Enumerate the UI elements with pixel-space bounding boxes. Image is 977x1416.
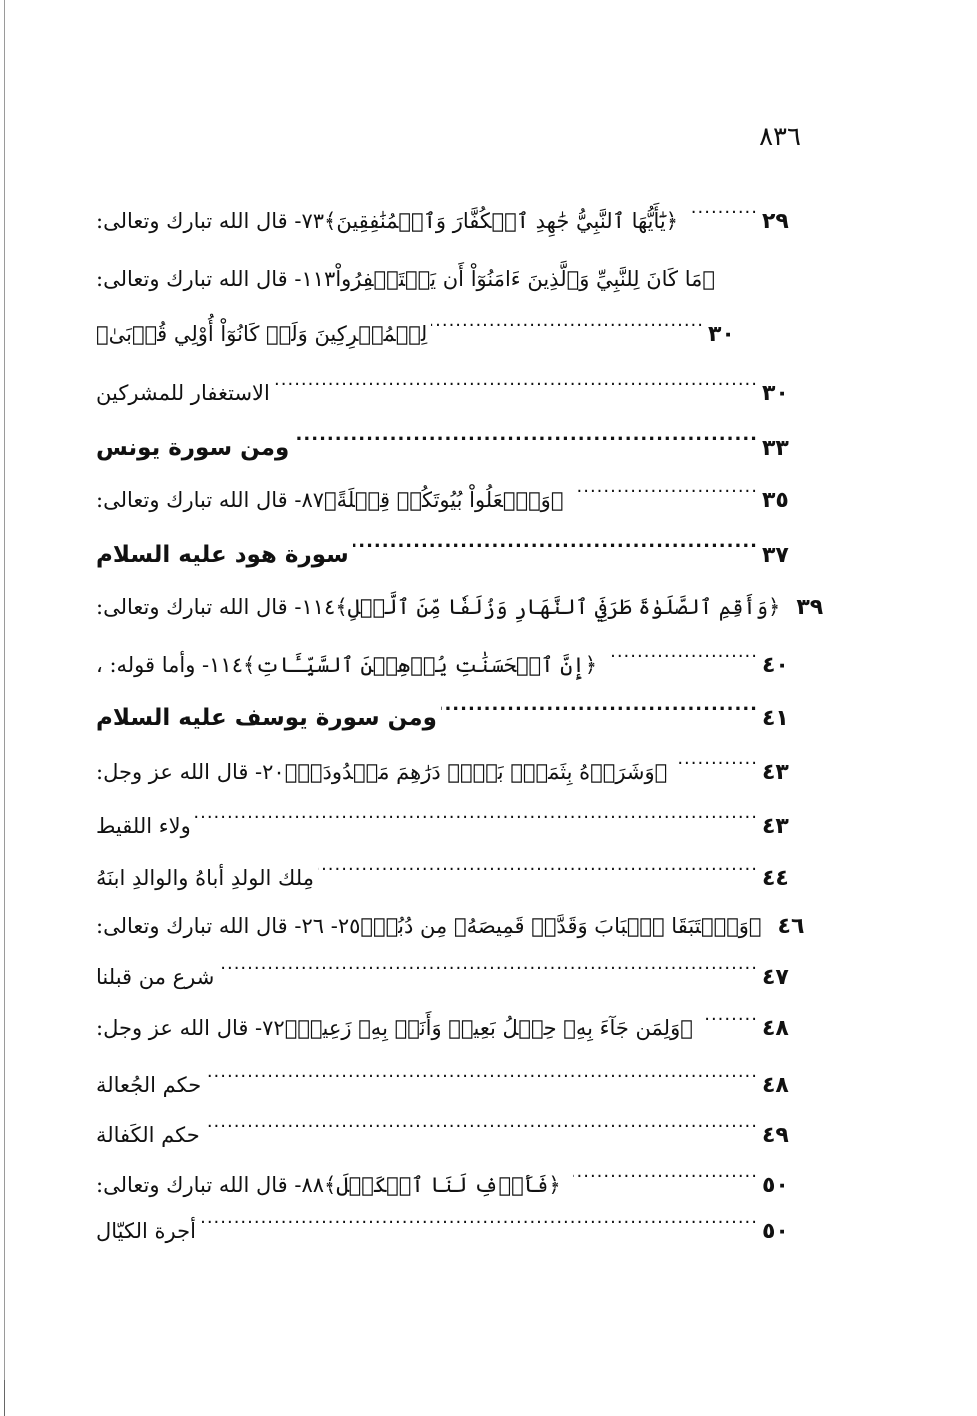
entry-page: ٣٧ [762, 543, 789, 568]
leader-dots [609, 632, 758, 672]
leader-dots [705, 995, 758, 1035]
toc-entry [96, 1102, 802, 1148]
entry-page: ٤٦ [777, 914, 805, 939]
entry-page: ٤٣ [762, 760, 789, 785]
toc-entry [96, 995, 802, 1041]
toc-entry [96, 188, 802, 234]
toc-entry [96, 944, 802, 990]
entry-text: سورة هود عليه السلام [96, 542, 349, 568]
entry-verse: ﴿فَأَوۡفِ لَنَا ٱلۡكَيۡلَ﴾ [324, 1173, 561, 1197]
entry-page: ٤٣ [762, 814, 789, 839]
leader-dots [727, 246, 758, 286]
leader-dots [274, 360, 758, 400]
leader-dots [431, 301, 704, 341]
entry-verse: ﴿مَا كَانَ لِلنَّبِيِّ وَٱلَّذِينَ ءَامَنُوٓاْ أَن يَسۡتَغۡفِرُواْ [335, 267, 715, 291]
entry-page: ٤٤ [762, 866, 789, 891]
entry-text: ومن سورة يوسف عليه السلام [96, 705, 437, 731]
entry-text: ٧٣- قال الله تبارك وتعالى: [96, 209, 325, 233]
leader-dots [205, 1052, 758, 1092]
entry-text: شرع من قبلنا [96, 965, 215, 989]
entry-page: ٢٩ [762, 209, 789, 234]
leader-dots [353, 522, 758, 562]
toc-entry [96, 845, 802, 891]
entry-page: ٤٠ [762, 653, 789, 678]
entry-page: ٥٠ [762, 1219, 789, 1244]
leader-dots [441, 685, 758, 725]
toc-section-heading [96, 415, 802, 461]
entry-verse: لِلۡمُشۡرِكِينَ وَلَوۡ كَانُوٓاْ أُوْلِي قُرۡبَىٰ﴾ [96, 322, 428, 346]
entry-verse: ﴿وَٱجۡعَلُواْ بُيُوتَكُمۡ قِبۡلَةً﴾ [324, 488, 564, 512]
entry-text: ٢٥- ٢٦- قال الله تبارك وتعالى: [96, 914, 361, 938]
leader-dots [195, 793, 758, 833]
left-margin-line [4, 0, 5, 1416]
toc-entry [96, 739, 802, 785]
entry-page: ٤٨ [762, 1016, 789, 1041]
toc-entry [96, 1198, 802, 1244]
toc-entry [96, 793, 802, 839]
entry-page: ٤٨ [762, 1073, 789, 1098]
entry-verse: ﴿وَٱسۡتَبَقَا ٱلۡبَابَ وَقَدَّتۡ قَمِيصَهُۥ مِن دُبُرٖ﴾ [360, 914, 762, 938]
entry-page: ٤٩ [762, 1123, 789, 1148]
toc-entry-continuation [96, 301, 802, 347]
leader-dots [575, 467, 758, 507]
entry-text: ١١٣- قال الله تبارك وتعالى: [96, 267, 336, 291]
entry-text: ٢٠- قال الله عز وجل: [96, 760, 285, 784]
entry-text: أجرة الكيّال [96, 1219, 196, 1243]
leader-dots [200, 1198, 758, 1238]
left-margin-mark [4, 1380, 5, 1416]
entry-text: ١١٤- وأما قوله: ، [96, 653, 243, 677]
toc-entry [96, 246, 802, 291]
entry-text: حكم الجُعالة [96, 1073, 202, 1097]
entry-text: ولاء اللقيط [96, 814, 191, 838]
entry-text: الاستغفار للمشركين [96, 381, 270, 405]
entry-verse: ﴿وَشَرَوۡهُ بِثَمَنِۭ بَخۡسٖ دَرَٰهِمَ مَعۡدُودَةٖ﴾ [284, 760, 668, 784]
entry-text: ٨٨- قال الله تبارك وتعالى: [96, 1173, 325, 1197]
entry-text: ٧٢- قال الله عز وجل: [96, 1016, 285, 1040]
entry-verse: ﴿وَأَقِمِ ٱلصَّلَوٰةَ طَرَفَيِ ٱلنَّهَارِ وَزُلَفٗا مِّنَ ٱلَّيۡلِ﴾ [335, 595, 781, 619]
leader-dots [218, 944, 758, 984]
toc-entry [96, 467, 802, 513]
entry-page: ٤٧ [762, 965, 789, 990]
entry-page: ٣٣ [762, 436, 789, 461]
page-number: ٨٣٦ [759, 122, 801, 152]
entry-page: ٣٠ [708, 322, 735, 347]
toc-entry [96, 1152, 802, 1198]
entry-page: ٣٩ [796, 595, 824, 620]
leader-dots [318, 845, 758, 885]
entry-text: حكم الكَفالة [96, 1123, 200, 1147]
toc-entry [96, 360, 802, 406]
entry-verse: ﴿يَٰٓأَيُّهَا ٱلنَّبِيُّ جَٰهِدِ ٱلۡكُفَّارَ وَٱلۡمُنَٰفِقِينَ﴾ [324, 209, 679, 233]
toc-entry [96, 632, 802, 678]
entry-page: ٥٠ [762, 1173, 789, 1198]
leader-dots [679, 739, 758, 779]
toc-entry [96, 574, 824, 620]
toc-entry [96, 893, 805, 939]
entry-page: ٣٥ [762, 488, 789, 513]
entry-text: ١١٤- قال الله تبارك وتعالى: [96, 595, 336, 619]
toc-section-heading [96, 685, 802, 731]
leader-dots [204, 1102, 758, 1142]
entry-text: ومن سورة يونس [96, 435, 290, 461]
toc-section-heading [96, 522, 802, 568]
leader-dots [293, 415, 758, 455]
entry-text: ٨٧- قال الله تبارك وتعالى: [96, 488, 325, 512]
entry-text: مِلك الولدِ أباهُ والوالدِ ابنَهُ [96, 866, 314, 890]
entry-page: ٤١ [762, 706, 789, 731]
entry-verse: ﴿وَلِمَن جَآءَ بِهِۦ حِمۡلُ بَعِيرٖ وَأَنَا۠ بِهِۦ زَعِيمٞ﴾ [284, 1016, 693, 1040]
leader-dots [573, 1152, 758, 1192]
toc-entry [96, 1052, 802, 1098]
entry-verse: ﴿إِنَّ ٱلۡحَسَنَٰتِ يُذۡهِبۡنَ ٱلسَّيِّـَٔاتِ﴾ [243, 653, 598, 677]
leader-dots [690, 188, 758, 228]
entry-page: ٣٠ [762, 381, 789, 406]
